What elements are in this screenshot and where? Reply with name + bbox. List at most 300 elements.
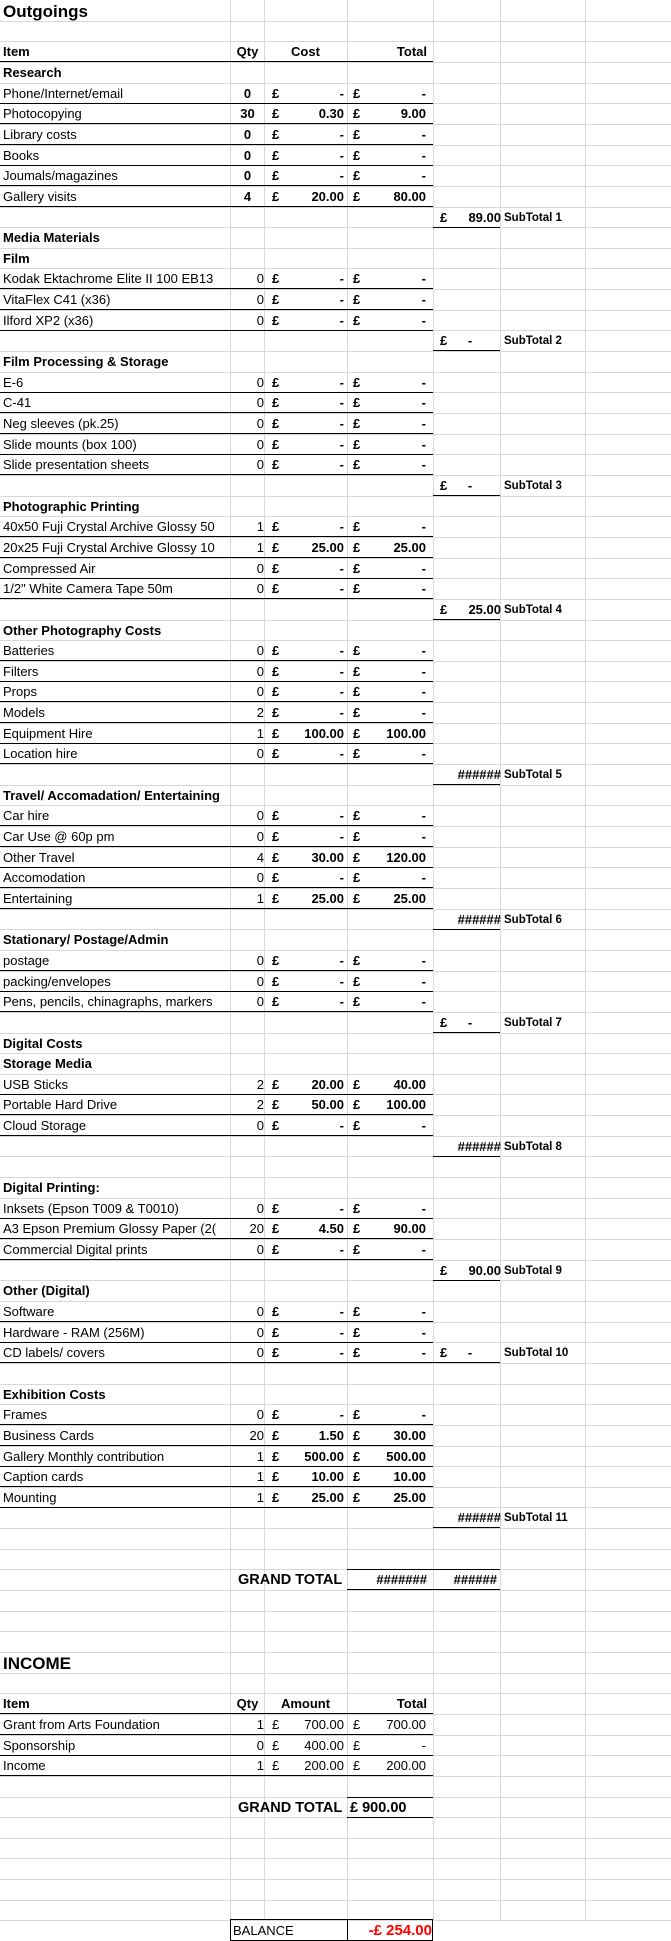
- item-name: Other Travel: [3, 850, 75, 865]
- currency-symbol: £: [272, 457, 280, 472]
- section-header: [0, 929, 671, 949]
- subtotal-label: SubTotal 3: [504, 480, 562, 492]
- item-name: 20x25 Fuji Crystal Archive Glossy 10: [3, 540, 215, 555]
- item-total: 80.00: [393, 189, 426, 204]
- table-row: [0, 145, 671, 165]
- currency-symbol: £: [272, 1758, 280, 1773]
- item-total: 25.00: [393, 891, 426, 906]
- subtotal-value: -: [467, 1015, 473, 1030]
- item-qty: 1: [256, 726, 264, 741]
- currency-symbol: £: [353, 1221, 361, 1236]
- balance-value: -£ 254.00: [368, 1922, 432, 1939]
- item-total: -: [421, 808, 426, 823]
- currency-symbol: £: [440, 1345, 448, 1360]
- table-row: [0, 392, 671, 412]
- item-name: E-6: [3, 375, 24, 390]
- section-subheading: [0, 248, 671, 268]
- item-total: 100.00: [386, 1097, 426, 1112]
- item-name: Cloud Storage: [3, 1118, 87, 1133]
- currency-symbol: £: [353, 271, 361, 286]
- item-total: 500.00: [386, 1449, 426, 1464]
- table-row: [0, 661, 671, 681]
- item-total: -: [421, 1345, 426, 1360]
- gridline: [0, 1549, 671, 1550]
- item-amount: 200.00: [304, 1758, 344, 1773]
- currency-symbol: £: [353, 684, 361, 699]
- currency-symbol: £: [353, 1118, 361, 1133]
- item-name: postage: [3, 953, 50, 968]
- item-qty: 0: [256, 829, 264, 844]
- subtotal-row: [0, 207, 671, 227]
- header-cost: Cost: [291, 44, 320, 59]
- item-name: Caption cards: [3, 1469, 84, 1484]
- currency-symbol: £: [272, 540, 280, 555]
- item-qty: 20: [249, 1221, 264, 1236]
- item-cost: -: [339, 271, 344, 286]
- item-name: Sponsorship: [3, 1738, 76, 1753]
- section-header: [0, 227, 671, 247]
- table-row: [0, 558, 671, 578]
- section-header: [0, 1177, 671, 1197]
- item-qty: 0: [256, 953, 264, 968]
- item-qty: 0: [256, 457, 264, 472]
- item-total: 200.00: [386, 1758, 426, 1773]
- currency-symbol: £: [353, 292, 361, 307]
- section-header: [0, 1033, 671, 1053]
- header-total: Total: [396, 44, 427, 59]
- table-row: [0, 991, 671, 1011]
- item-name: Inksets (Epson T009 & T0010): [3, 1201, 179, 1216]
- item-qty: 0: [256, 395, 264, 410]
- item-cost: -: [339, 313, 344, 328]
- currency-symbol: £: [272, 1242, 280, 1257]
- item-qty: 0: [256, 746, 264, 761]
- item-cost: 25.00: [311, 891, 344, 906]
- item-qty: 0: [256, 643, 264, 658]
- item-name: Business Cards: [3, 1428, 95, 1443]
- item-cost: -: [339, 519, 344, 534]
- item-name: Ilford XP2 (x36): [3, 313, 94, 328]
- item-total: -: [421, 561, 426, 576]
- currency-symbol: £: [272, 292, 280, 307]
- item-name: Pens, pencils, chinagraphs, markers: [3, 994, 213, 1009]
- currency-symbol: £: [272, 148, 280, 163]
- item-name: USB Sticks: [3, 1077, 69, 1092]
- currency-symbol: £: [272, 850, 280, 865]
- item-cost: -: [339, 581, 344, 596]
- item-qty: 0: [256, 974, 264, 989]
- income-header-row: [0, 1693, 671, 1713]
- item-total: 30.00: [393, 1428, 426, 1443]
- subtotal-value: -: [467, 478, 473, 493]
- item-qty: 2: [256, 1097, 264, 1112]
- balance-label: BALANCE: [233, 1923, 294, 1938]
- table-row: [0, 1239, 671, 1259]
- item-cost: 4.50: [318, 1221, 344, 1236]
- item-cost: -: [339, 953, 344, 968]
- item-total: -: [421, 705, 426, 720]
- item-qty: 0: [256, 1118, 264, 1133]
- item-total: 90.00: [393, 1221, 426, 1236]
- item-cost: -: [339, 168, 344, 183]
- currency-symbol: £: [440, 210, 448, 225]
- grand-total-label: GRAND TOTAL: [238, 1572, 343, 1588]
- item-cost: 25.00: [311, 1490, 344, 1505]
- item-qty: 1: [256, 1490, 264, 1505]
- table-row: [0, 1466, 671, 1486]
- item-cost: -: [339, 664, 344, 679]
- section-subtitle: Storage Media: [3, 1056, 92, 1071]
- subtotal-row: [0, 1260, 671, 1280]
- table-row: [0, 1115, 671, 1135]
- income-grand-total-row: [0, 1797, 671, 1817]
- table-row: [0, 1446, 671, 1466]
- currency-symbol: £: [353, 953, 361, 968]
- item-qty: 0: [256, 870, 264, 885]
- currency-symbol: £: [272, 994, 280, 1009]
- section-title: Film Processing & Storage: [3, 354, 169, 369]
- item-cost: -: [339, 292, 344, 307]
- item-qty: 1: [256, 540, 264, 555]
- item-cost: -: [339, 395, 344, 410]
- gridline: [0, 1879, 671, 1880]
- currency-symbol: £: [272, 127, 280, 142]
- section-title: Travel/ Accomadation/ Entertaining: [3, 788, 220, 803]
- currency-symbol: £: [272, 1449, 280, 1464]
- section-title: Media Materials: [3, 230, 100, 245]
- currency-symbol: £: [353, 726, 361, 741]
- section-header: [0, 785, 671, 805]
- table-row: [0, 971, 671, 991]
- table-row: [0, 805, 671, 825]
- currency-symbol: £: [353, 1469, 361, 1484]
- item-name: Gallery Monthly contribution: [3, 1449, 165, 1464]
- item-qty: 2: [256, 705, 264, 720]
- item-qty: 0: [256, 416, 264, 431]
- table-row: [0, 1487, 671, 1507]
- currency-symbol: £: [353, 1490, 361, 1505]
- item-total: -: [421, 643, 426, 658]
- item-cost: -: [339, 870, 344, 885]
- border-line: [433, 1362, 500, 1363]
- currency-symbol: £: [272, 1469, 280, 1484]
- border-line: [433, 1156, 500, 1157]
- item-qty: 0: [256, 684, 264, 699]
- table-row: [0, 413, 671, 433]
- item-cost: -: [339, 86, 344, 101]
- subtotal-value: ######: [457, 767, 501, 782]
- item-total: -: [421, 457, 426, 472]
- item-total: 700.00: [386, 1717, 426, 1732]
- currency-symbol: £: [272, 437, 280, 452]
- item-name: Grant from Arts Foundation: [3, 1717, 160, 1732]
- currency-symbol: £: [440, 1015, 448, 1030]
- gridline: [0, 1611, 671, 1612]
- item-total: -: [421, 416, 426, 431]
- subtotal-value: -: [467, 333, 473, 348]
- currency-symbol: £: [353, 416, 361, 431]
- currency-symbol: £: [272, 953, 280, 968]
- item-qty: 0: [256, 313, 264, 328]
- item-total: -: [421, 974, 426, 989]
- item-qty: 0: [243, 127, 252, 142]
- section-title: Other Photography Costs: [3, 623, 162, 638]
- table-row: [0, 1218, 671, 1238]
- currency-symbol: £: [353, 561, 361, 576]
- currency-symbol: £: [272, 313, 280, 328]
- currency-symbol: £: [272, 746, 280, 761]
- item-qty: 1: [256, 519, 264, 534]
- item-cost: -: [339, 1304, 344, 1319]
- item-cost: 20.00: [311, 1077, 344, 1092]
- header-qty: Qty: [236, 1696, 259, 1711]
- table-row: [0, 743, 671, 763]
- section-title: Digital Printing:: [3, 1180, 100, 1195]
- income-row: [0, 1735, 671, 1755]
- item-name: 40x50 Fuji Crystal Archive Glossy 50: [3, 519, 215, 534]
- table-row: [0, 434, 671, 454]
- section-subheading: [0, 1053, 671, 1073]
- gridline: [0, 1652, 671, 1653]
- item-name: Hardware - RAM (256M): [3, 1325, 145, 1340]
- item-total: -: [421, 437, 426, 452]
- item-cost: -: [339, 416, 344, 431]
- item-qty: 30: [240, 106, 255, 121]
- item-total: -: [421, 519, 426, 534]
- item-cost: -: [339, 375, 344, 390]
- subtotal-value: ######: [457, 1139, 501, 1154]
- item-name: Books: [3, 148, 40, 163]
- currency-symbol: £: [353, 540, 361, 555]
- item-name: Frames: [3, 1407, 48, 1422]
- currency-symbol: £: [353, 974, 361, 989]
- item-name: Mounting: [3, 1490, 57, 1505]
- currency-symbol: £: [353, 106, 361, 121]
- currency-symbol: £: [272, 891, 280, 906]
- item-name: Commercial Digital prints: [3, 1242, 148, 1257]
- section-header: [0, 351, 671, 371]
- item-qty: 0: [256, 271, 264, 286]
- item-cost: 0.30: [318, 106, 344, 121]
- section-header: [0, 1280, 671, 1300]
- item-name: Car Use @ 60p pm: [3, 829, 115, 844]
- subtotal-value: -: [467, 1345, 473, 1360]
- item-total: 100.00: [386, 726, 426, 741]
- table-row: [0, 83, 671, 103]
- item-name: Batteries: [3, 643, 55, 658]
- item-name: Phone/Internet/email: [3, 86, 123, 101]
- currency-symbol: £: [440, 602, 448, 617]
- item-cost: -: [339, 148, 344, 163]
- currency-symbol: £: [272, 416, 280, 431]
- item-name: Models: [3, 705, 45, 720]
- subtotal-row: [0, 764, 671, 784]
- subtotal-label: SubTotal 5: [504, 769, 562, 781]
- table-row: [0, 454, 671, 474]
- subtotal-row: [0, 330, 671, 350]
- item-qty: 0: [256, 561, 264, 576]
- table-row: [0, 1301, 671, 1321]
- section-subtitle: Film: [3, 251, 30, 266]
- item-cost: -: [339, 1118, 344, 1133]
- gridline: [0, 21, 671, 22]
- item-total: -: [421, 127, 426, 142]
- item-total: -: [421, 1304, 426, 1319]
- gridline: [0, 1156, 671, 1157]
- section-title: Photographic Printing: [3, 499, 140, 514]
- table-row: [0, 681, 671, 701]
- item-name: Entertaining: [3, 891, 73, 906]
- subtotal-label: SubTotal 2: [504, 335, 562, 347]
- item-name: Income: [3, 1758, 46, 1773]
- grand-total-value: £ 900.00: [350, 1800, 407, 1816]
- table-row: [0, 867, 671, 887]
- currency-symbol: £: [353, 1717, 361, 1732]
- border-line: [347, 1569, 500, 1570]
- subtotal-label: SubTotal 6: [504, 914, 562, 926]
- currency-symbol: £: [353, 395, 361, 410]
- item-total: -: [421, 375, 426, 390]
- currency-symbol: £: [272, 561, 280, 576]
- item-name: Props: [3, 684, 37, 699]
- currency-symbol: £: [353, 86, 361, 101]
- table-row: [0, 186, 671, 206]
- item-name: Location hire: [3, 746, 78, 761]
- item-total: -: [421, 581, 426, 596]
- currency-symbol: £: [272, 395, 280, 410]
- table-row: [0, 1074, 671, 1094]
- currency-symbol: £: [353, 1242, 361, 1257]
- gridline: [0, 1776, 671, 1777]
- currency-symbol: £: [272, 1221, 280, 1236]
- item-qty: 0: [256, 1304, 264, 1319]
- item-name: Car hire: [3, 808, 50, 823]
- subtotal-row: [0, 1507, 671, 1527]
- income-title: INCOME: [3, 1654, 71, 1673]
- item-qty: 0: [256, 1201, 264, 1216]
- table-row: [0, 537, 671, 557]
- currency-symbol: £: [272, 271, 280, 286]
- item-name: Slide presentation sheets: [3, 457, 149, 472]
- item-cost: -: [339, 684, 344, 699]
- currency-symbol: £: [353, 1201, 361, 1216]
- item-qty: 0: [256, 1325, 264, 1340]
- item-qty: 20: [249, 1428, 264, 1443]
- item-cost: -: [339, 1345, 344, 1360]
- currency-symbol: £: [272, 1407, 280, 1422]
- currency-symbol: £: [353, 829, 361, 844]
- item-qty: 0: [256, 994, 264, 1009]
- currency-symbol: £: [353, 746, 361, 761]
- gridline: [0, 1673, 671, 1674]
- currency-symbol: £: [353, 375, 361, 390]
- currency-symbol: £: [272, 86, 280, 101]
- table-row: [0, 372, 671, 392]
- item-cost: 1.50: [318, 1428, 344, 1443]
- currency-symbol: £: [272, 1738, 280, 1753]
- table-row: [0, 888, 671, 908]
- table-row: [0, 1425, 671, 1445]
- item-total: -: [421, 953, 426, 968]
- table-row: [0, 1198, 671, 1218]
- balance-box: [230, 1919, 433, 1941]
- item-cost: -: [339, 829, 344, 844]
- currency-symbol: £: [272, 808, 280, 823]
- table-row: [0, 847, 671, 867]
- currency-symbol: £: [353, 127, 361, 142]
- border-line: [0, 1775, 433, 1776]
- border-line: [347, 1589, 500, 1590]
- item-cost: 25.00: [311, 540, 344, 555]
- currency-symbol: £: [272, 1118, 280, 1133]
- subtotal-row: [0, 599, 671, 619]
- item-total: -: [421, 829, 426, 844]
- item-amount: 700.00: [304, 1717, 344, 1732]
- subtotal-value: 90.00: [468, 1263, 501, 1278]
- item-cost: -: [339, 127, 344, 142]
- outgoings-header-row: [0, 41, 671, 61]
- currency-symbol: £: [440, 333, 448, 348]
- item-qty: 0: [256, 1407, 264, 1422]
- currency-symbol: £: [272, 829, 280, 844]
- item-qty: 0: [256, 581, 264, 596]
- item-qty: 0: [256, 1345, 264, 1360]
- item-total: -: [421, 684, 426, 699]
- item-qty: 1: [256, 891, 264, 906]
- table-row: [0, 702, 671, 722]
- item-cost: -: [339, 1201, 344, 1216]
- item-cost: 20.00: [311, 189, 344, 204]
- item-total: -: [421, 271, 426, 286]
- currency-symbol: £: [353, 891, 361, 906]
- table-row: [0, 578, 671, 598]
- section-header: [0, 496, 671, 516]
- item-name: Compressed Air: [3, 561, 96, 576]
- subtotal-label: SubTotal 8: [504, 1141, 562, 1153]
- border-line: [433, 1527, 500, 1528]
- subtotal-row: [0, 475, 671, 495]
- item-cost: -: [339, 994, 344, 1009]
- currency-symbol: £: [272, 168, 280, 183]
- currency-symbol: £: [353, 519, 361, 534]
- item-qty: 0: [243, 148, 252, 163]
- item-total: 25.00: [393, 540, 426, 555]
- subtotal-label: SubTotal 4: [504, 604, 562, 616]
- item-cost: -: [339, 1325, 344, 1340]
- item-cost: -: [339, 643, 344, 658]
- item-qty: 0: [256, 664, 264, 679]
- item-total: 120.00: [386, 850, 426, 865]
- item-name: Accomodation: [3, 870, 86, 885]
- section-header: [0, 1384, 671, 1404]
- currency-symbol: £: [272, 106, 280, 121]
- currency-symbol: £: [272, 684, 280, 699]
- item-cost: -: [339, 437, 344, 452]
- item-cost: 100.00: [304, 726, 344, 741]
- subtotal-value: 25.00: [468, 602, 501, 617]
- item-total: -: [421, 994, 426, 1009]
- item-total: -: [421, 664, 426, 679]
- item-qty: 0: [256, 375, 264, 390]
- grand-total-value-2: ######: [453, 1572, 497, 1587]
- subtotal-row: [0, 909, 671, 929]
- section-title: Exhibition Costs: [3, 1387, 106, 1402]
- currency-symbol: £: [353, 1407, 361, 1422]
- item-qty: 0: [243, 168, 252, 183]
- gridline: [0, 1817, 671, 1818]
- item-qty: 0: [243, 86, 252, 101]
- table-row: [0, 165, 671, 185]
